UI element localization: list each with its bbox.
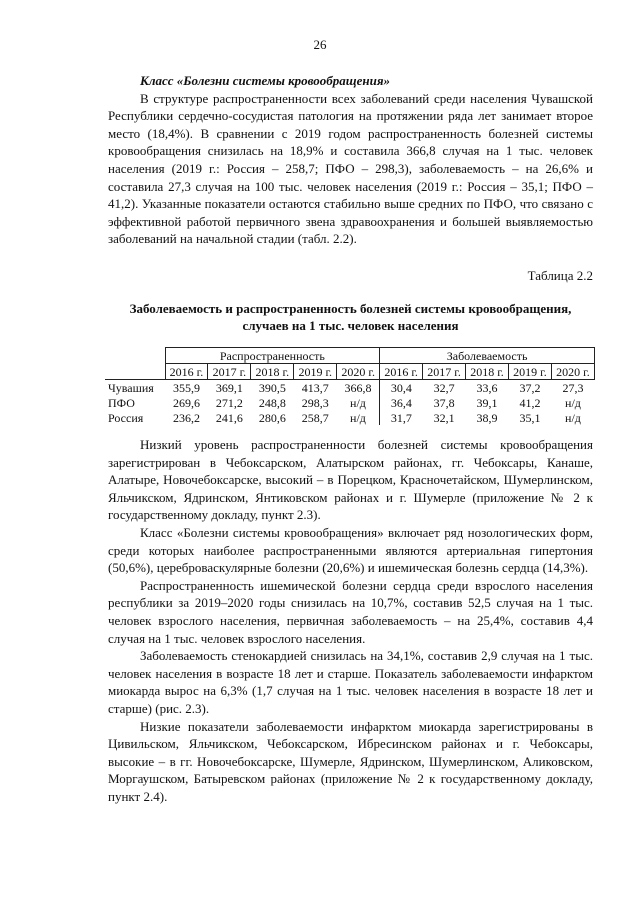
prevalence-cell: 369,1 xyxy=(215,380,243,395)
paragraph-low-prevalence: Низкий уровень распространенности болезней системы кровообращения зарегистрирован в Чебоксарском, Алатырском районах, гг. Чебоксары, Канаше, Алатыре, Новочебоксарске, высокий – в Порецком, Красночетайском, Шумерлинском, Яльчикском, Ядринском, Янтиковском районах и г. Шумерле (приложение № 2 к государственному докладу, пункт 2.3). xyxy=(108,437,593,523)
incidence-cell: 36,4 xyxy=(380,395,423,410)
header-incidence: Заболеваемость xyxy=(380,348,595,364)
header-prevalence: Распространенность xyxy=(165,348,380,364)
header-year: 2019 г. xyxy=(509,364,552,380)
table-row xyxy=(105,410,595,425)
header-year: 2020 г. xyxy=(337,364,380,380)
intro-paragraph: В структуре распространенности всех заболеваний среди населения Чувашской Республики сердечно-сосудистая патология на протяжении ряда лет занимает второе место (18,4%). В сравнении с 2019 годом распространенность болезней системы кровообращения снизилась на 18,9% и составила 366,8 случая на 1 тыс. человек населения (2019 г.: Россия – 258,7; ПФО – 298,3), заболеваемость – на 26,6% и составила 27,3 случая на 100 тыс. человек населения (2019 г.: Россия – 35,1; ПФО – 41,2). Указанные показатели остаются стабильно выше средних по ПФО, что связано с эффективной работой первичного звена здравоохранения и большей выявляемостью заболеваний на начальной стадии (табл. 2.2). xyxy=(108,90,593,247)
header-year: 2017 г. xyxy=(423,364,466,380)
incidence-cell: 37,2 xyxy=(519,380,541,395)
prevalence-cell: 298,3 xyxy=(301,395,329,410)
prevalence-cell: 355,9 xyxy=(172,380,200,395)
incidence-cell: н/д xyxy=(565,395,581,410)
prevalence-cell: н/д xyxy=(350,395,366,410)
incidence-cell: 37,8 xyxy=(433,395,455,410)
region-cell: Россия xyxy=(108,410,144,425)
header-year: 2016 г. xyxy=(165,364,208,380)
header-year: 2017 г. xyxy=(208,364,251,380)
paragraph-ischemic: Распространенность ишемической болезни сердца среди взрослого населения республики за 2019–2020 годы снизилась на 10,7%, составив 52,5 случая на 1 тыс. человек взрослого населения, первичная заболеваемость – на 25,4%, составив 4,4 случая на 1 тыс. человек взрослого населения. xyxy=(108,577,593,646)
prevalence-cell: 248,8 xyxy=(258,395,286,410)
paragraph-nosology: Класс «Болезни системы кровообращения» включает ряд нозологических форм, среди которых наиболее распространенными являются артериальная гипертония (50,6%), цереброваскулярные болезни (20,6%) и ишемическая болезнь сердца (14,3%). xyxy=(108,524,593,576)
incidence-cell: 33,6 xyxy=(476,380,498,395)
header-year: 2019 г. xyxy=(294,364,337,380)
incidence-cell: 35,1 xyxy=(519,410,541,425)
prevalence-cell: 236,2 xyxy=(172,410,200,425)
prevalence-cell: 413,7 xyxy=(301,380,329,395)
prevalence-cell: 366,8 xyxy=(344,380,372,395)
incidence-cell: 38,9 xyxy=(476,410,498,425)
prevalence-cell: 269,6 xyxy=(172,395,200,410)
body-section xyxy=(108,436,593,805)
table-label: Таблица 2.2 xyxy=(527,268,593,283)
prevalence-cell: 241,6 xyxy=(215,410,243,425)
table-row xyxy=(105,380,595,396)
table-title-line-1: Заболеваемость и распространенность болезней системы кровообращения, xyxy=(129,301,572,316)
section-heading: Класс «Болезни системы кровообращения» xyxy=(140,73,391,88)
prevalence-cell: 280,6 xyxy=(258,410,286,425)
prevalence-cell: 390,5 xyxy=(258,380,286,395)
prevalence-cell: 271,2 xyxy=(215,395,243,410)
header-year: 2016 г. xyxy=(380,364,423,380)
table-title-line-2: случаев на 1 тыс. человек населения xyxy=(242,318,459,333)
incidence-cell: 41,2 xyxy=(519,395,541,410)
region-cell: ПФО xyxy=(108,395,135,410)
header-year: 2018 г. xyxy=(251,364,294,380)
incidence-cell: 32,1 xyxy=(433,410,455,425)
intro-section xyxy=(108,72,593,248)
table-corner-cell xyxy=(105,348,165,380)
incidence-cell: 31,7 xyxy=(380,410,423,425)
header-year: 2020 г. xyxy=(551,364,594,380)
incidence-cell: 30,4 xyxy=(380,380,423,396)
paragraph-angina: Заболеваемость стенокардией снизилась на 34,1%, составив 2,9 случая на 1 тыс. человек населения в возрасте 18 лет и старше. Показатель заболеваемости инфарктом миокарда вырос на 6,3% (1,7 случая на 1 тыс. человек населения в возрасте 18 лет и старше) (рис. 2.3). xyxy=(108,648,593,716)
paragraph-infarction: Низкие показатели заболеваемости инфарктом миокарда зарегистрированы в Цивильском, Яльчикском, Чебоксарском, Ибресинском районах и г. Чебоксары, высокие – в гг. Новочебоксарске, Шумерле, Ядринском, Шумерлинском, Аликовском, Моргаушском, Батыревском районах (приложение № 2 к государственному докладу, пункт 2.4). xyxy=(108,718,593,804)
data-table xyxy=(105,347,595,425)
incidence-cell: 27,3 xyxy=(562,380,584,395)
prevalence-cell: н/д xyxy=(350,410,366,425)
table-row xyxy=(105,395,595,410)
incidence-cell: 32,7 xyxy=(433,380,455,395)
table-title xyxy=(108,300,593,334)
header-year: 2018 г. xyxy=(466,364,509,380)
region-cell: Чувашия xyxy=(108,380,154,395)
incidence-cell: 39,1 xyxy=(476,395,498,410)
prevalence-cell: 258,7 xyxy=(301,410,329,425)
page-number: 26 xyxy=(313,37,327,52)
incidence-cell: н/д xyxy=(565,410,581,425)
